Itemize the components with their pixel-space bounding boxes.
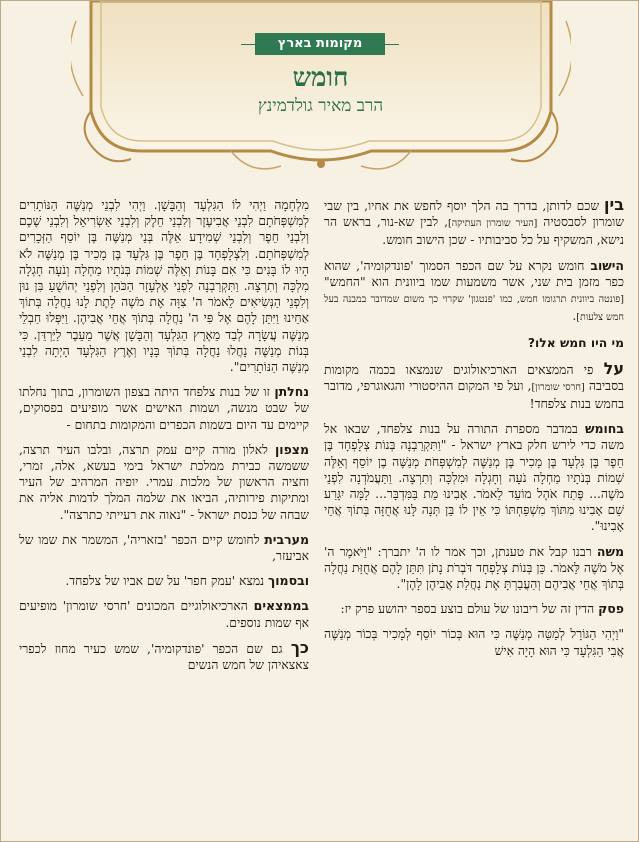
author-name: הרב מאיר גולדמינץ xyxy=(257,96,384,116)
verse-quote: "וַתִּקְרַבְנָה בְּנוֹת צְלָפְחָד בֶּן חֵפֶר בֶּן גִּלְעָד בֶּן מָכִיר בֶּן מְנַשֶּׁה לְמִשְׁפְּחֹת מְנַשֶּׁה בֶן יוֹסֵף וְאֵלֶּה שְׁמוֹת בְּנֹתָיו מַחְלָה נֹעָה וְחָגְלָה וּמִלְכָּה וְתִרְצָה. וַתַּעֲמֹדְנָה לִפְנֵי מֹשֶׁה... פֶּתַח אֹהֶל מוֹעֵד לֵאמֹר. אָבִינוּ מֵת בַּמִּדְבָּר... לָמָּה יִגָּרַע שֵׁם אָבִינוּ מִתּוֹךְ מִשְׁפַּחְתּוֹ כִּי אֵין לוֹ בֵּן תְּנָה לָּנוּ אֲחֻזָּה בְּתוֹךְ אֲחֵי אָבִינוּ". xyxy=(324,438,624,534)
lead-word: משה xyxy=(596,543,624,559)
verse-quote: "וַיְהִי הַגּוֹרָל לְמַטֵּה מְנַשֶּׁה כִּי הוּא בְּכוֹר יוֹסֵף לְמָכִיר בְּכוֹר מְנַשֶּׁה אֲבִי הַגִּלְעָד כִּי הוּא הָיָה אִישׁ xyxy=(324,627,624,658)
lead-word: בחומש xyxy=(584,421,624,437)
paragraph xyxy=(324,544,624,593)
body-text: רבנו קבל את טענתן, וכך אמר לו ה' יתברך: xyxy=(372,544,597,559)
badge-right-rule xyxy=(385,44,399,45)
lead-word: בין xyxy=(604,195,624,214)
body-text: , ועל פי המקום ההיסטורי והגאוגרפי, מדובר בחמש בנות צלפחד! xyxy=(324,378,624,412)
paragraph xyxy=(19,442,309,523)
body-text: נמצא 'עמק חפר' על שם אביו של צלפחד. xyxy=(65,574,269,589)
body-text: זו של בנות צלפחד היתה בצפון השומרון, בתוך נחלתו של שבט מנשה, ושמות האישים אשר מופיעים בפסוקים, קיימים עד היום בשמות הכפרים והמקומות בתחום - xyxy=(19,385,309,432)
paragraph xyxy=(324,421,624,534)
subheading-question: מי היו חמש אלו? xyxy=(527,336,624,351)
badge-left-rule xyxy=(241,44,255,45)
paragraph xyxy=(324,358,624,413)
body-text: לחומש קיים הכפר 'בזאריה', המשמר את שמו של אביעזר, xyxy=(19,532,309,564)
section-badge: מקומות בארץ xyxy=(255,33,385,55)
paragraph xyxy=(324,601,624,617)
paragraph xyxy=(324,258,624,327)
bracket-note: [חרסי שומרון] xyxy=(531,381,585,393)
bracket-note: [פונטה ביוונית תרגומו חמש, כמו 'פנטגון' שקרוי כך משום שמדובר במבנה בעל חמש צלעות] xyxy=(324,294,624,324)
lead-word: בממצאים xyxy=(253,598,309,614)
paragraph xyxy=(19,637,309,673)
lead-word: ובסמוך xyxy=(268,573,309,589)
body-text: במדבר מספרת התורה על בנות צלפחד, שבאו אל משה כדי לירש חלק בארץ ישראל - xyxy=(324,422,624,453)
body-text: הארכיאולוגיים המכונים 'חרסי שומרון' מופיעים אף שמות נוספים. xyxy=(19,599,309,630)
lead-word: הישוב xyxy=(590,257,624,273)
lead-word: כך xyxy=(290,637,309,657)
body-text: פי הממצאים הארכיאולוגים שנמצאו בכמה מקומות בסביבה xyxy=(324,362,624,393)
paragraph xyxy=(19,384,309,433)
verse-quote: מִלְחָמָה וַיְהִי לוֹ הַגִּלְעָד וְהַבָּשָׁן. וַיְהִי לִבְנֵי מְנַשֶּׁה הַנּוֹתָרִים לְמִשְׁפְּחֹתָם לִבְנֵי אֲבִיעֶזֶר וְלִבְנֵי חֵלֶק וְלִבְנֵי אַשְׂרִיאֵל וְלִבְנֵי שֶׁכֶם וְלִבְנֵי חֵפֶר וְלִבְנֵי שְׁמִידָע אֵלֶּה בְּנֵי מְנַשֶּׁה בֶּן יוֹסֵף הַזְּכָרִים לְמִשְׁפְּחֹתָם. וְלִצְלָפְחָד בֶּן חֵפֶר בֶּן גִּלְעָד בֶּן מָכִיר בֶּן מְנַשֶּׁה לֹא הָיוּ לוֹ בָּנִים כִּי אִם בָּנוֹת וְאֵלֶּה שְׁמוֹת בְּנֹתָיו מַחְלָה וְנֹעָה חָגְלָה מִלְכָּה וְתִרְצָה. וַתִּקְרַבְנָה לִפְנֵי אֶלְעָזָר הַכֹּהֵן וְלִפְנֵי יְהוֹשֻׁעַ בִּן נוּן וְלִפְנֵי הַנְּשִׂיאִים לֵאמֹר ה' צִוָּה אֶת מֹשֶׁה לָתֶת לָנוּ נַחֲלָה בְּתוֹךְ אַחֵינוּ וַיִּתֵּן לָהֶם אֶל פִּי ה' נַחֲלָה בְּתוֹךְ אֲחֵי אֲבִיהֶן. וַיִּפְּלוּ חַבְלֵי מְנַשֶּׁה עֲשָׂרָה לְבַד מֵאֶרֶץ הַגִּלְעָד וְהַבָּשָׁן אֲשֶׁר מֵעֵבֶר לַיַּרְדֵּן. כִּי בְּנוֹת מְנַשֶּׁה נָחֲלוּ נַחֲלָה בְּתוֹךְ בָּנָיו וְאֶרֶץ הַגִּלְעָד הָיְתָה לִבְנֵי מְנַשֶּׁה הַנּוֹתָרִים". xyxy=(19,198,309,375)
bracket-note: [העיר שומרון העתיקה] xyxy=(447,218,538,230)
body-text: גם שם הכפר 'פונדקומיה', שמש כעיר מחוז לכפרי צאצאיהן של חמש הנשים xyxy=(19,641,309,673)
paragraph xyxy=(19,598,309,630)
left-column xyxy=(19,197,309,682)
lead-word: פסק xyxy=(598,601,624,617)
lead-word: מצפון xyxy=(274,441,309,457)
paragraph xyxy=(324,197,624,249)
body-text: הדין זה של ריבונו של עולם בוצע בספר יהושע פרק יז: xyxy=(340,602,599,617)
body-text: . xyxy=(572,309,577,324)
body-text: שכם לדותן, בדרך בה הלך יוסף לחפש את אחיו, בין שבי שומרון לסבסטיה xyxy=(324,199,624,230)
paragraph xyxy=(19,532,309,564)
body-text: חומש נקרא על שם הכפר הסמוך 'פונדקומיה', שהוא כפר מזמן בית שני, אשר משמעות שמו ביוונית הוא "החמש" xyxy=(324,258,624,289)
verse-quote: "וַיֹּאמֶר ה' אֶל מֹשֶׁה לֵּאמֹר. כֵּן בְּנוֹת צְלָפְחָד דֹּבְרֹת נָתֹן תִּתֵּן לָהֶם אֲחֻזַּת נַחֲלָה בְּתוֹךְ אֲחֵי אֲבִיהֶם וְהַעֲבַרְתָּ אֶת נַחֲלַת אֲבִיהֶן לָהֶן". xyxy=(324,544,624,592)
lead-word: מערבית xyxy=(264,531,309,547)
lead-word: נחלתן xyxy=(274,384,309,400)
lead-word: על xyxy=(603,358,624,378)
body-text: , לבין שא-נור, בראש הר נישא, המשקיף על כל סביבותיו - שכן הישוב חומש. xyxy=(324,215,624,248)
page-title: חומש xyxy=(292,63,349,93)
paragraph xyxy=(19,573,309,589)
body-text: לאלון מורה קיים עמק תרצה, ובלבו העיר תרצה, ששמשה כבירת ממלכת ישראל בימי בעשא, אלה, זמרי, וחציה הראשון של מלכות עמרי. יופיה המרהיב של העיר ומתיקות פירותיה, הביאו את שלמה המלך לדמות אליה את שבחה של כנסת ישראל - "נאוה את רעייתי כתרצה". xyxy=(19,442,309,522)
right-column xyxy=(324,197,624,668)
